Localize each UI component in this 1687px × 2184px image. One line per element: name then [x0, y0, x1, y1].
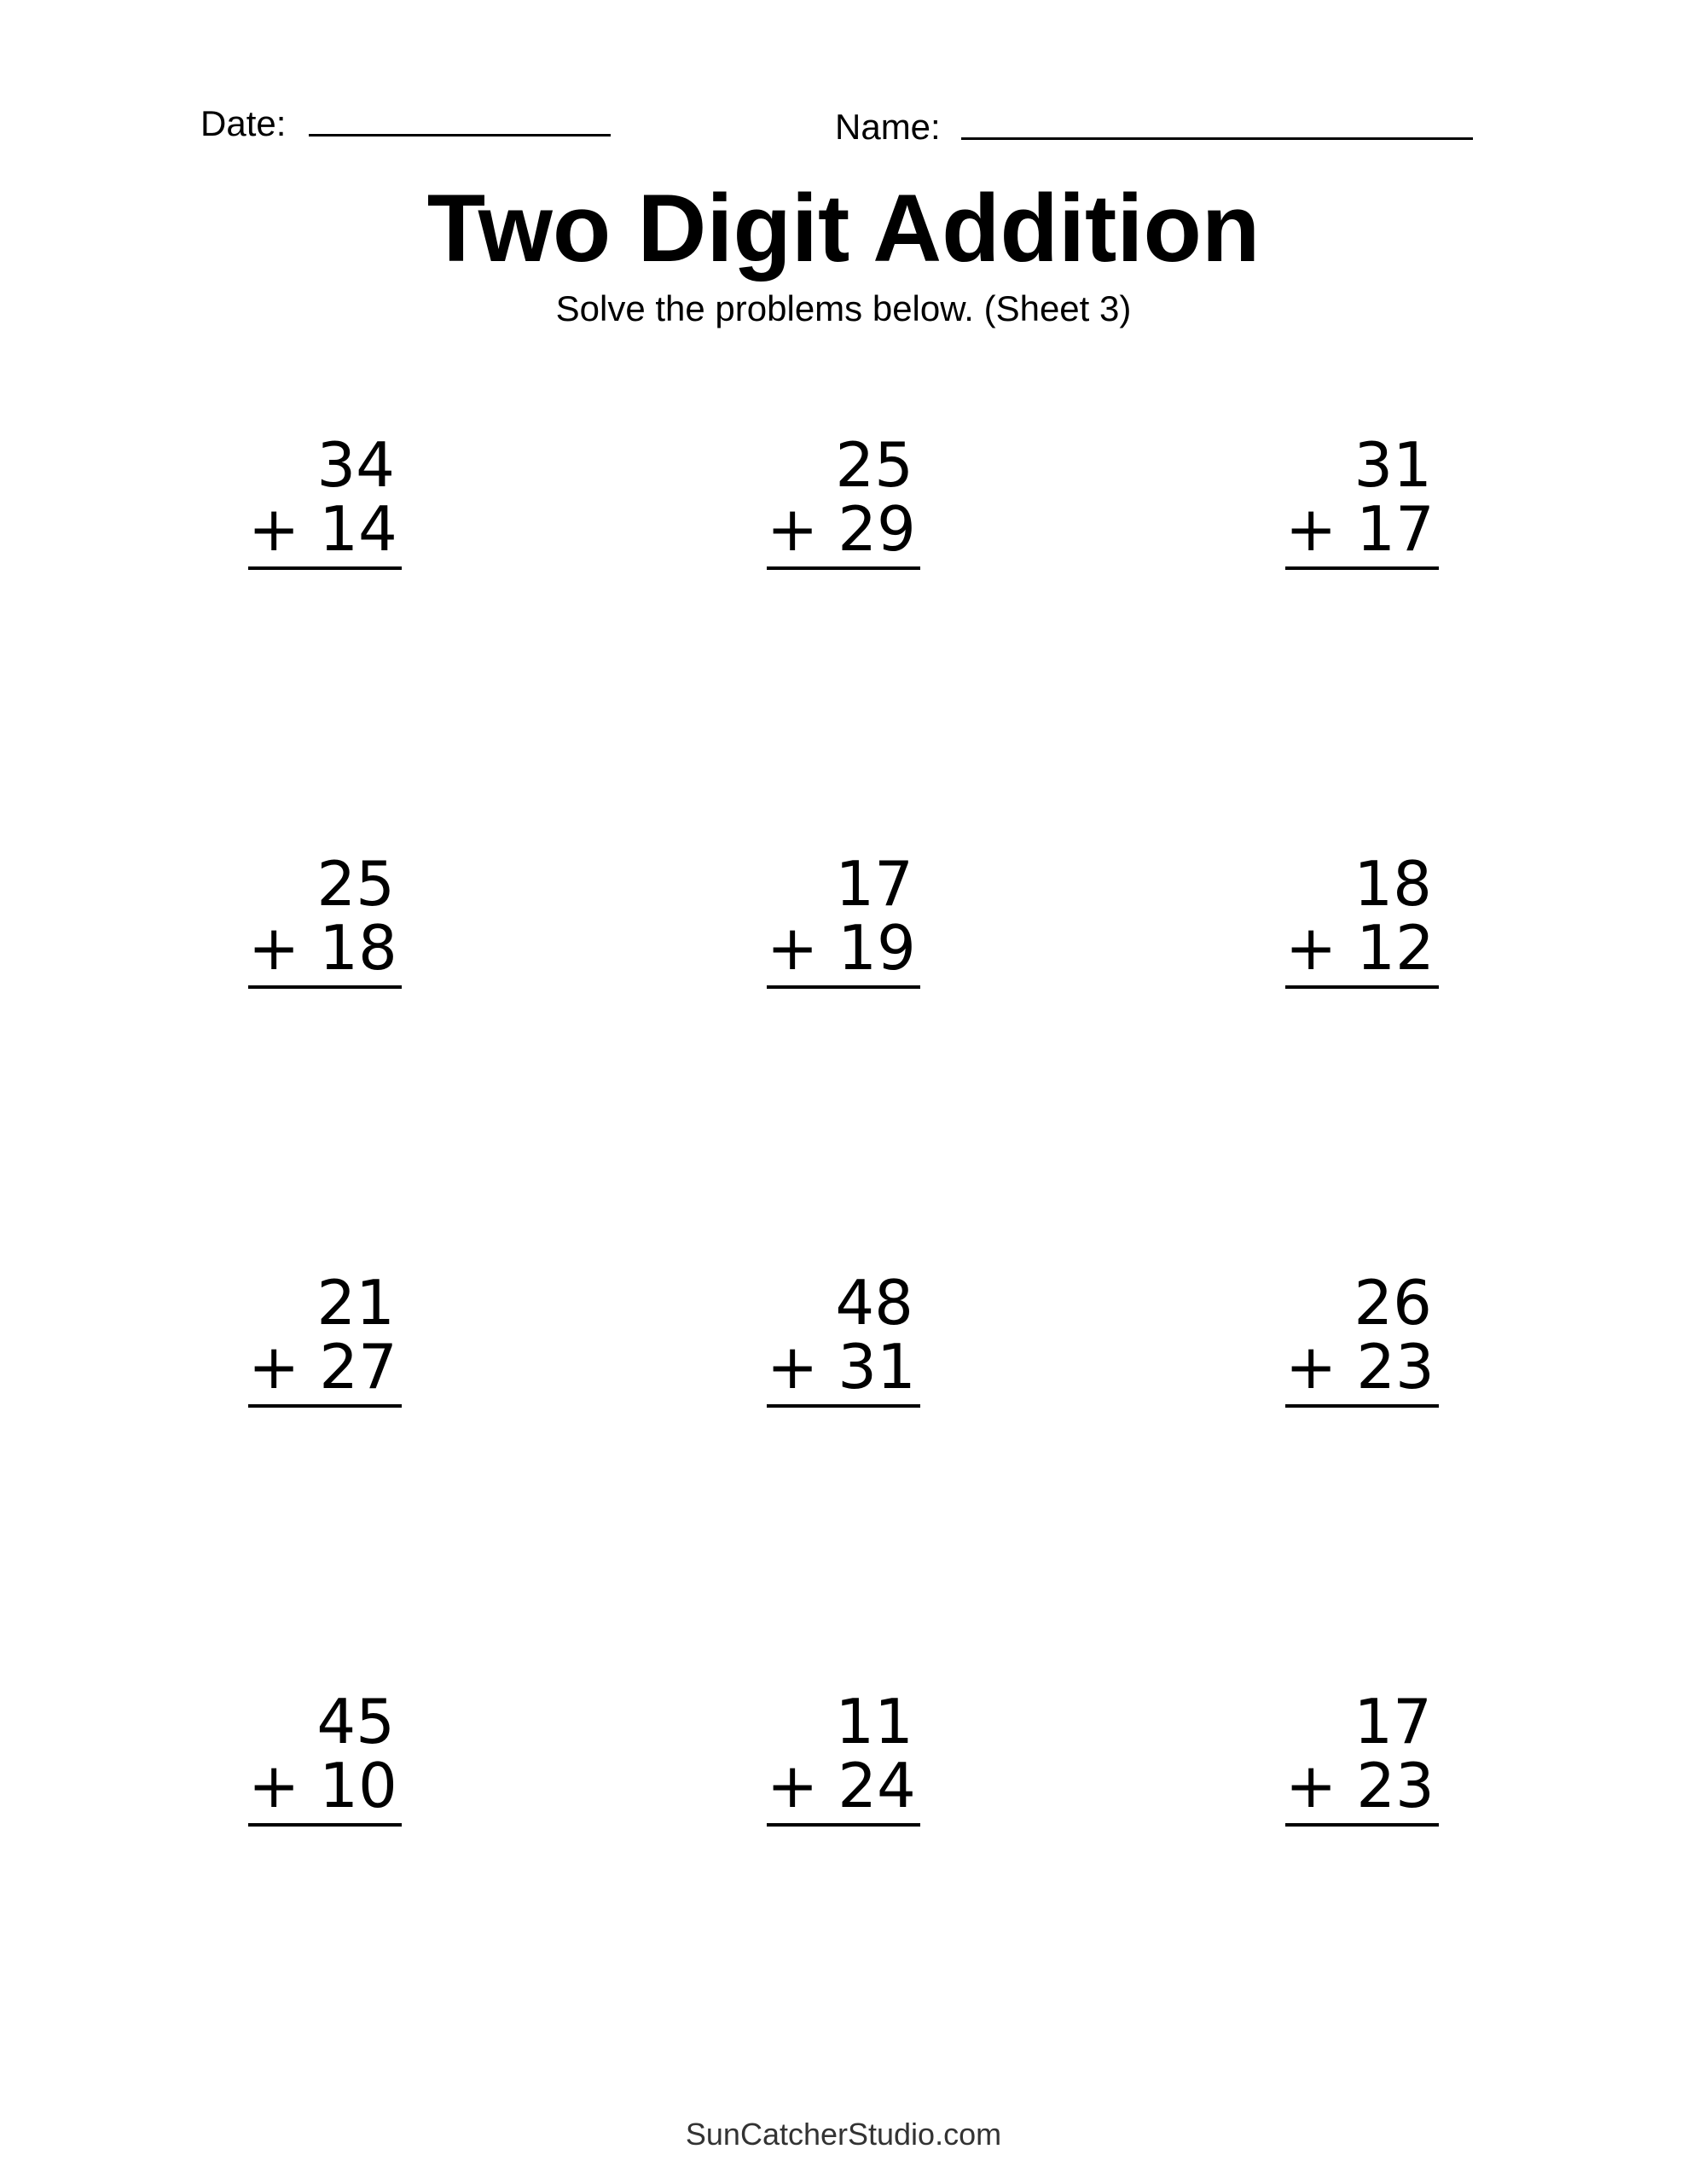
addend-top: 17 [835, 848, 913, 920]
addend-top: 11 [835, 1686, 913, 1757]
answer-line[interactable] [767, 566, 920, 570]
date-field[interactable] [309, 134, 611, 136]
problem-12 [1285, 1686, 1439, 1827]
answer-line[interactable] [767, 1404, 920, 1408]
answer-line[interactable] [248, 1404, 402, 1408]
page-title: Two Digit Addition [426, 175, 1261, 282]
problem-2 [767, 429, 920, 570]
addend-top: 26 [1354, 1267, 1432, 1339]
problem-5 [767, 848, 920, 989]
addend-bottom: + 17 [1285, 493, 1435, 565]
addend-top: 34 [316, 429, 395, 501]
answer-line[interactable] [1285, 566, 1439, 570]
addend-bottom: + 12 [1285, 912, 1435, 984]
addend-top: 18 [1354, 848, 1432, 920]
problem-3 [1285, 429, 1439, 570]
addend-top: 17 [1354, 1686, 1432, 1757]
addend-bottom: + 18 [248, 912, 397, 984]
problem-9 [1285, 1267, 1439, 1408]
addend-bottom: + 29 [767, 493, 916, 565]
answer-line[interactable] [1285, 1404, 1439, 1408]
name-label: Name: [835, 107, 941, 147]
addend-bottom: + 23 [1285, 1331, 1435, 1403]
addend-bottom: + 27 [248, 1331, 397, 1403]
problem-6 [1285, 848, 1439, 989]
addend-top: 25 [316, 848, 395, 920]
problem-11 [767, 1686, 920, 1827]
answer-line[interactable] [248, 985, 402, 989]
addend-bottom: + 19 [767, 912, 916, 984]
addend-top: 48 [835, 1267, 913, 1339]
addend-bottom: + 24 [767, 1750, 916, 1821]
problem-1 [248, 429, 402, 570]
name-field[interactable] [961, 137, 1473, 140]
addend-bottom: + 10 [248, 1750, 397, 1821]
answer-line[interactable] [1285, 985, 1439, 989]
addend-bottom: + 14 [248, 493, 397, 565]
answer-line[interactable] [767, 985, 920, 989]
answer-line[interactable] [1285, 1823, 1439, 1827]
problem-4 [248, 848, 402, 989]
addend-top: 31 [1354, 429, 1432, 501]
addend-top: 25 [835, 429, 913, 501]
date-label: Date: [200, 103, 287, 143]
answer-line[interactable] [248, 1823, 402, 1827]
answer-line[interactable] [248, 566, 402, 570]
instructions-subtitle: Solve the problems below. (Sheet 3) [555, 288, 1132, 328]
answer-line[interactable] [767, 1823, 920, 1827]
addend-bottom: + 31 [767, 1331, 916, 1403]
addend-top: 21 [316, 1267, 395, 1339]
addend-top: 45 [316, 1686, 395, 1757]
problem-7 [248, 1267, 402, 1408]
problem-8 [767, 1267, 920, 1408]
footer-site-credit: SunCatcherStudio.com [685, 2117, 1002, 2152]
problem-10 [248, 1686, 402, 1827]
addend-bottom: + 23 [1285, 1750, 1435, 1821]
